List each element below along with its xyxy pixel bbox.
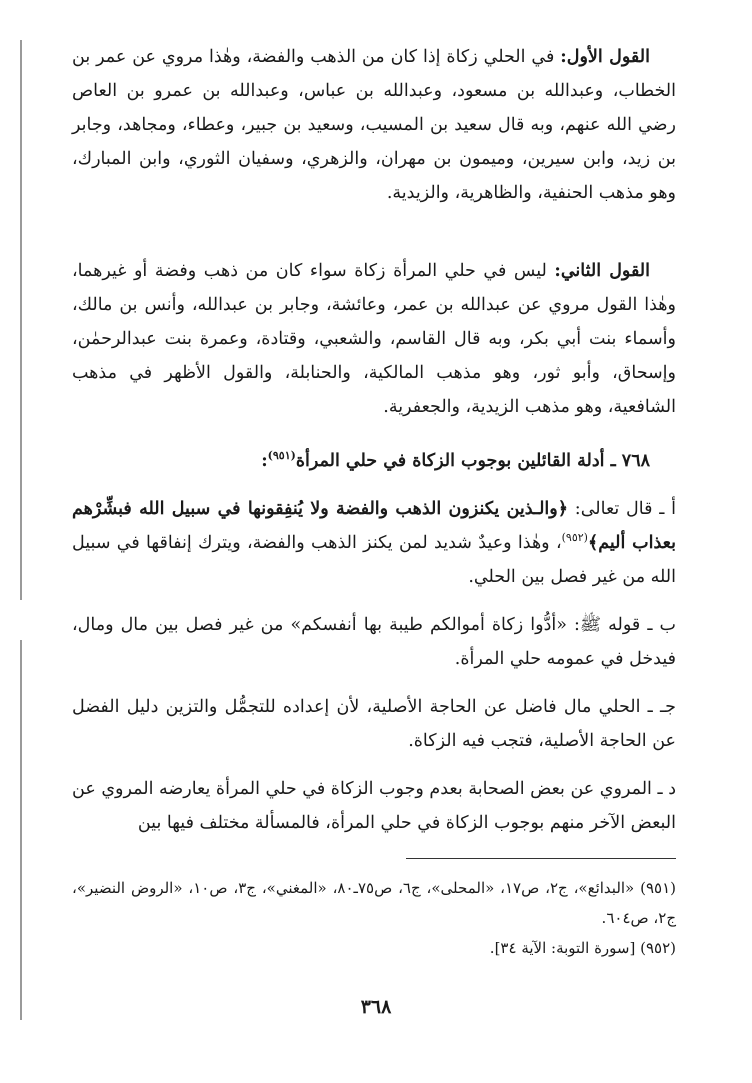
- page-body: [72, 40, 676, 963]
- opinion-second-label: القول الثاني:: [554, 261, 650, 281]
- evidence-b: [72, 608, 676, 676]
- section-heading: [72, 444, 676, 478]
- page-number: ٣٦٨: [360, 996, 392, 1018]
- page-edge-bottom: [20, 640, 22, 1020]
- evidence-a: [72, 492, 676, 594]
- footnote-952: (٩٥٢) [سورة التوبة: الآية ٣٤].: [489, 939, 676, 957]
- evidence-a-verse: ﴿والـذين يكنزون الذهب والفضة ولا يُنفِقونها في سبيل الله فبشِّرْهم بعذاب أليم﴾: [72, 499, 676, 553]
- evidence-c-text: جـ ـ الحلي مال فاضل عن الحاجة الأصلية، لأن إعداده للتجمُّل والتزين دليل الفضل عن الحاجة الأصلية، فتجب فيه الزكاة.: [72, 697, 676, 751]
- evidence-a-text: ، وهٰذا وعيدٌ شديد لمن يكنز الذهب والفضة، ويترك إنفاقها في سبيل الله من غير فصل بين الحلي.: [72, 533, 676, 587]
- opinion-second: [72, 254, 676, 424]
- evidence-c: [72, 690, 676, 758]
- evidence-b-text: «أدُّوا زكاة أموالكم طيبة بها أنفسكم» من غير فصل بين مال ومال، فيدخل في عمومه حلي المرأة.: [72, 615, 676, 669]
- evidence-a-prefix: أ ـ قال تعالى:: [568, 499, 676, 519]
- opinion-second-text: ليس في حلي المرأة زكاة سواء كان من ذهب وفضة أو غيرهما، وهٰذا القول مروي عن عبدالله بن عمر، وعائشة، وجابر بن عبدالله، وأنس بن مالك، وأسماء بنت أبي بكر، وبه قال القاسم، والشعبي، وقتادة، وعمرة بنت عبدالرحمٰن، وإسحاق، وأبو ثور، وهو مذهب المالكية، والحنابلة، والقول الأظهر في مذهب الشافعية، وهو مذهب الزيدية، والجعفرية.: [72, 261, 676, 417]
- evidence-d: [72, 772, 676, 840]
- section-footnote-ref: (٩٥١): [267, 449, 296, 463]
- section-colon: :: [261, 451, 268, 471]
- page-edge-top: [20, 40, 22, 600]
- evidence-b-prefix: ب ـ قوله ﷺ:: [566, 615, 677, 635]
- opinion-first-label: القول الأول:: [560, 47, 650, 67]
- opinion-first: [72, 40, 676, 210]
- footnote-951: (٩٥١) «البدائع»، ج٢، ص١٧، «المحلى»، ج٦، ص٧٥ـ٨٠، «المغني»، ج٣، ص١٠، «الروض النضير»، ج٢، ص٦٠٤.: [72, 879, 676, 927]
- footnote-separator: [406, 858, 676, 859]
- section-title: ٧٦٨ ـ أدلة القائلين بوجوب الزكاة في حلي المرأة: [295, 451, 650, 471]
- evidence-a-footnote-ref: (٩٥٢): [561, 531, 588, 545]
- opinion-first-text: في الحلي زكاة إذا كان من الذهب والفضة، وهٰذا مروي عن عمر بن الخطاب، وعبدالله بن مسعود، وعبدالله بن عباس، وعبدالله بن عمرو بن العاص رضي الله عنهم، وبه قال سعيد بن المسيب، وسعيد بن جبير، وعطاء، ومجاهد، وجابر بن زيد، وابن سيرين، وميمون بن مهران، والزهري، وسفيان الثوري، وابن المبارك، وهو مذهب الحنفية، والظاهرية، والزيدية.: [72, 47, 676, 203]
- evidence-d-text: د ـ المروي عن بعض الصحابة بعدم وجوب الزكاة في حلي المرأة يعارضه المروي عن البعض الآخر منهم بوجوب الزكاة في حلي المرأة، فالمسألة مختلف فيها بين: [72, 779, 676, 833]
